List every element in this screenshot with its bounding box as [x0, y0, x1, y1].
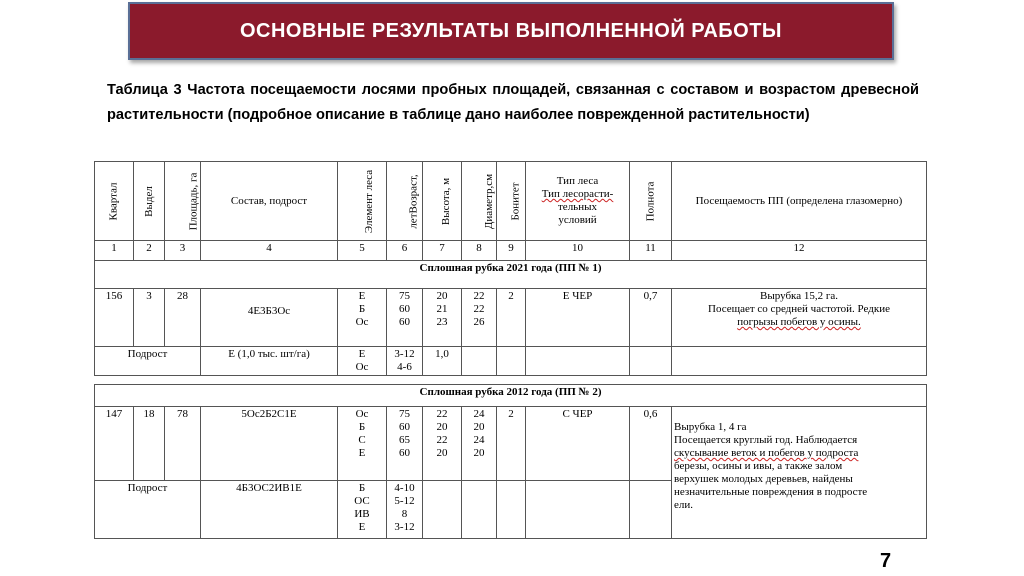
- ploshad-cell: 28: [165, 289, 201, 347]
- empty-cell: [630, 347, 672, 376]
- table-row: [95, 289, 927, 347]
- podrost-elements: Е Ос: [338, 347, 387, 376]
- vydel-cell: 3: [134, 289, 165, 347]
- page-number: 7: [880, 550, 892, 572]
- bonitet-cell: 2: [497, 407, 526, 481]
- ploshad-cell: 78: [165, 407, 201, 481]
- col-num: 5: [338, 241, 387, 261]
- col-num: 6: [387, 241, 423, 261]
- header-polnota: Полнота: [630, 162, 672, 241]
- col-num: 2: [134, 241, 165, 261]
- empty-cell: [497, 481, 526, 539]
- empty-cell: [526, 481, 630, 539]
- section-1-title: Сплошная рубка 2021 года (ПП № 1): [95, 261, 927, 289]
- sostav-cell: 5Ос2Б2С1Е: [201, 407, 338, 481]
- podrost-elements: Б ОС ИВ Е: [338, 481, 387, 539]
- empty-cell: [526, 347, 630, 376]
- page-title: ОСНОВНЫЕ РЕЗУЛЬТАТЫ ВЫПОЛНЕННОЙ РАБОТЫ: [239, 19, 783, 42]
- title-banner: [128, 2, 894, 60]
- empty-cell: [672, 347, 927, 376]
- diameter-cell: 24 20 24 20: [462, 407, 497, 481]
- col-num: 10: [526, 241, 630, 261]
- empty-cell: [630, 481, 672, 539]
- note-cell: Вырубка 15,2 га. Посещает со средней частотой. Редкие погрызы побегов у осины.: [672, 289, 927, 347]
- kvartal-cell: 156: [95, 289, 134, 347]
- note-cell: Вырубка 1, 4 га Посещается круглый год. Наблюдается скусывание веток и побегов у подроста березы, осины и ивы, а также залом верхушек молодых деревьев, найдены незначительные повреждения в подросте ели.: [672, 407, 927, 539]
- podrost-sostav: 4Б3ОС2ИВ1Е: [201, 481, 338, 539]
- sostav-cell: 4Е3Б3Ос: [201, 289, 338, 347]
- element-cell: Е Б Ос: [338, 289, 387, 347]
- podrost-sostav: Е (1,0 тыс. шт/га): [201, 347, 338, 376]
- element-cell: Ос Б С Е: [338, 407, 387, 481]
- empty-cell: [462, 481, 497, 539]
- podrost-row: [95, 347, 927, 376]
- polnota-cell: 0,6: [630, 407, 672, 481]
- section-2-title-row: [95, 385, 927, 407]
- header-tip: Тип леса Тип лесорасти- тельных условий: [526, 162, 630, 241]
- col-num: 8: [462, 241, 497, 261]
- podrost-height: 1,0: [423, 347, 462, 376]
- header-vydel: Выдел: [134, 162, 165, 241]
- empty-cell: [462, 347, 497, 376]
- col-num: 9: [497, 241, 526, 261]
- col-num: 1: [95, 241, 134, 261]
- header-row: [95, 162, 927, 241]
- header-bonitet: Бонитет: [497, 162, 526, 241]
- tip-cell: Е ЧЕР: [526, 289, 630, 347]
- header-vozrast: летВозраст,: [387, 162, 423, 241]
- col-num: 4: [201, 241, 338, 261]
- podrost-ages: 4-10 5-12 8 3-12: [387, 481, 423, 539]
- kvartal-cell: 147: [95, 407, 134, 481]
- col-num: 3: [165, 241, 201, 261]
- col-num: 11: [630, 241, 672, 261]
- age-cell: 75 60 60: [387, 289, 423, 347]
- polnota-cell: 0,7: [630, 289, 672, 347]
- header-diametr: Диаметр,см: [462, 162, 497, 241]
- tip-cell: С ЧЕР: [526, 407, 630, 481]
- height-cell: 20 21 23: [423, 289, 462, 347]
- podrost-ages: 3-12 4-6: [387, 347, 423, 376]
- diameter-cell: 22 22 26: [462, 289, 497, 347]
- results-table-part-1: [94, 161, 927, 376]
- table-caption: Таблица 3 Частота посещаемости лосями пробных площадей, связанная с составом и возрастом древесной растительности (подробное описание в таблице дано наиболее поврежденной растительности): [107, 82, 919, 123]
- empty-cell: [497, 347, 526, 376]
- header-poseshaemost: Посещаемость ПП (определена глазомерно): [672, 162, 927, 241]
- header-sostav: Состав, подрост: [201, 162, 338, 241]
- header-vysota: Высота, м: [423, 162, 462, 241]
- header-element: Элемент леса: [338, 162, 387, 241]
- empty-cell: [423, 481, 462, 539]
- age-cell: 75 60 65 60: [387, 407, 423, 481]
- header-kvartal: Квартал: [95, 162, 134, 241]
- col-num: 7: [423, 241, 462, 261]
- results-table-part-2: [94, 384, 927, 539]
- section-1-title-row: [95, 261, 927, 289]
- header-ploshad: Площадь, га: [165, 162, 201, 241]
- podrost-label: Подрост: [95, 347, 201, 376]
- bonitet-cell: 2: [497, 289, 526, 347]
- table-row: [95, 407, 927, 481]
- height-cell: 22 20 22 20: [423, 407, 462, 481]
- section-2-title: Сплошная рубка 2012 года (ПП № 2): [95, 385, 927, 407]
- podrost-label: Подрост: [95, 481, 201, 539]
- col-num: 12: [672, 241, 927, 261]
- column-numbers-row: [95, 241, 927, 261]
- vydel-cell: 18: [134, 407, 165, 481]
